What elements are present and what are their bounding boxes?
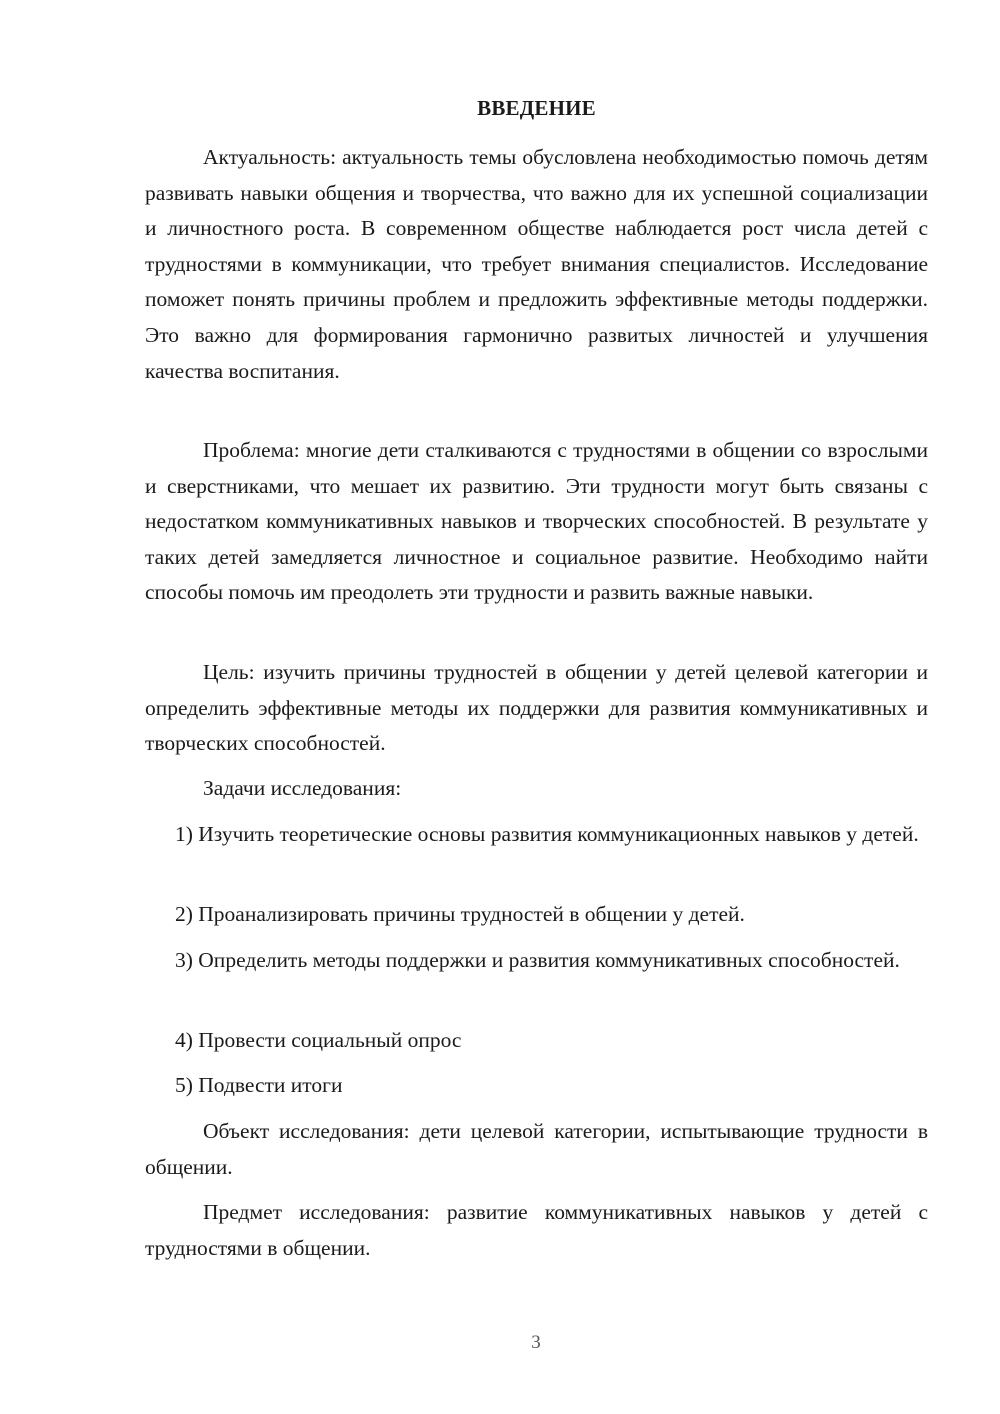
paragraph-subject: Предмет исследования: развитие коммуникативных навыков у детей с трудностями в общении. — [145, 1200, 928, 1260]
task-item-4: 4) Провести социальный опрос — [175, 1028, 462, 1052]
paragraph-relevance: Актуальность: актуальность темы обусловлена необходимостью помочь детям развивать навыки общения и творчества, что важно для их успешной социализации и личностного роста. В современном обществе наблюдается рост числа детей с трудностями в коммуникации, что требует внимания специалистов. Исследование поможет понять причины проблем и предложить эффективные методы поддержки. Это важно для формирования гармонично развитых личностей и улучшения качества воспитания. — [145, 145, 928, 383]
paragraph-object: Объект исследования: дети целевой категории, испытывающие трудности в общении. — [145, 1119, 928, 1179]
page-title: ВВЕДЕНИЕ — [477, 96, 596, 120]
tasks-heading: Задачи исследования: — [203, 776, 402, 800]
task-item-5: 5) Подвести итоги — [175, 1073, 343, 1097]
page-number: 3 — [531, 1332, 541, 1353]
task-item-2: 2) Проанализировать причины трудностей в общении у детей. — [175, 902, 745, 926]
paragraph-problem: Проблема: многие дети сталкиваются с трудностями в общении со взрослыми и сверстниками, что мешает их развитию. Эти трудности могут быть связаны с недостатком коммуникативных навыков и творческих способностей. В результате у таких детей замедляется личностное и социальное развитие. Необходимо найти способы помочь им преодолеть эти трудности и развить важные навыки. — [145, 438, 928, 605]
task-item-3: 3) Определить методы поддержки и развития коммуникативных способностей. — [175, 948, 900, 972]
task-item-1: 1) Изучить теоретические основы развития коммуникационных навыков у детей. — [175, 822, 919, 846]
paragraph-goal: Цель: изучить причины трудностей в общении у детей целевой категории и определить эффективные методы их поддержки для развития коммуникативных и творческих способностей. — [145, 660, 928, 756]
